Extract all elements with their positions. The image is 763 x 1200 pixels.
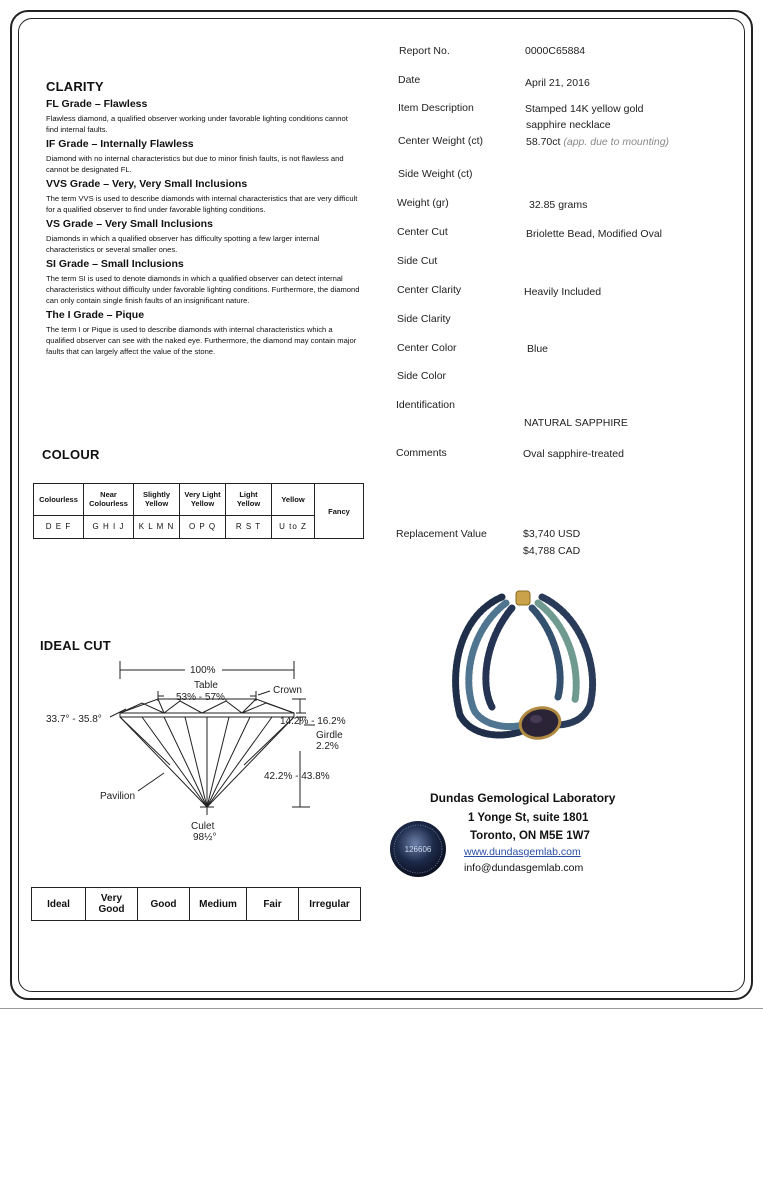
- table-range: 53% - 57%: [176, 692, 225, 703]
- grade-heading: SI Grade – Small Inclusions: [46, 258, 184, 270]
- cut-medium: Medium: [190, 888, 247, 921]
- label-side-cut: Side Cut: [397, 255, 438, 267]
- lab-name: Dundas Gemological Laboratory: [430, 791, 616, 805]
- label-side-weight: Side Weight (ct): [398, 168, 473, 180]
- clarity-title: CLARITY: [46, 79, 104, 94]
- value-replacement-cad: $4,788 CAD: [523, 545, 581, 557]
- value-date: April 21, 2016: [525, 77, 590, 89]
- girdle-label: Girdle: [316, 730, 343, 741]
- lab-email[interactable]: info@dundasgemlab.com: [464, 862, 584, 874]
- ideal-cut-title: IDEAL CUT: [40, 638, 111, 653]
- diamond-diagram: [30, 655, 370, 845]
- grade-text: Flawless diamond, a qualified observer working under favorable lighting conditions cannot find internal faults.: [46, 114, 348, 134]
- page-bottom-rule: [0, 1008, 763, 1009]
- culet-label: Culet: [191, 821, 215, 832]
- crown-height: 14.2% - 16.2%: [280, 716, 346, 727]
- center-weight-note: (app. due to mounting): [563, 136, 670, 148]
- cut-ideal: Ideal: [32, 888, 86, 921]
- value-identification: NATURAL SAPPHIRE: [524, 417, 628, 429]
- value-center-weight: [526, 136, 669, 148]
- label-center-cut: Center Cut: [397, 226, 448, 238]
- value-weight-gr: 32.85 grams: [529, 199, 588, 211]
- colour-code-ghij: G H I J: [84, 515, 134, 538]
- grade-heading: VS Grade – Very Small Inclusions: [46, 218, 213, 230]
- grade-si: [46, 258, 362, 306]
- value-replacement-usd: $3,740 USD: [523, 528, 581, 540]
- grade-text: Diamond with no internal characteristics but due to minor finish faults, is not flawless and cannot be designated FL.: [46, 154, 344, 174]
- grade-heading: IF Grade – Internally Flawless: [46, 138, 194, 150]
- value-comments: Oval sapphire-treated: [523, 448, 624, 460]
- grade-heading: The I Grade – Pique: [46, 309, 145, 321]
- culet-value: 98½°: [193, 832, 217, 843]
- grade-text: The term VVS is used to describe diamonds with internal characteristics that are very difficult for a qualified observer to find under favorable lighting conditions.: [46, 194, 358, 214]
- colour-colourless-label: Colourless: [34, 484, 84, 516]
- label-center-color: Center Color: [397, 342, 457, 354]
- grade-heading: FL Grade – Flawless: [46, 98, 148, 110]
- colour-code-def: D E F: [34, 515, 84, 538]
- label-side-clarity: Side Clarity: [397, 313, 451, 325]
- necklace-photo: [430, 575, 625, 770]
- colour-title: COLOUR: [42, 447, 100, 462]
- grade-fl: [46, 98, 362, 135]
- colour-very-light-yellow-label: Very Light Yellow: [180, 484, 226, 516]
- grade-vs: [46, 218, 362, 255]
- grade-text: The term SI is used to denote diamonds in which a qualified observer can detect internal characteristics without difficulty under favorable lighting conditions. Furthermore, the diamond can only contain single finish faults of an insignificant nature.: [46, 274, 360, 305]
- colour-code-opq: O P Q: [180, 515, 226, 538]
- grade-text: Diamonds in which a qualified observer has difficulty spotting a few larger internal characteristics or several smaller ones.: [46, 234, 320, 254]
- colour-slightly-yellow-label: Slightly Yellow: [134, 484, 180, 516]
- label-side-color: Side Color: [397, 370, 447, 382]
- oval-sapphire-icon: [517, 704, 562, 742]
- center-weight-value: 58.70ct: [526, 136, 561, 148]
- clarity-grades: [46, 98, 362, 360]
- label-replacement-value: Replacement Value: [396, 528, 487, 540]
- grade-i: [46, 309, 362, 357]
- lab-address-2: Toronto, ON M5E 1W7: [470, 830, 590, 842]
- crown-angle: 33.7° - 35.8°: [46, 714, 102, 725]
- seal-number: 126606: [404, 845, 432, 854]
- value-center-cut: Briolette Bead, Modified Oval: [526, 228, 662, 240]
- grade-if: [46, 138, 362, 175]
- pavilion-label: Pavilion: [100, 791, 136, 802]
- grade-vvs: [46, 178, 362, 215]
- grade-heading: VVS Grade – Very, Very Small Inclusions: [46, 178, 248, 190]
- colour-fancy-label: Fancy: [315, 484, 364, 539]
- crown-label: Crown: [273, 685, 302, 696]
- label-identification: Identification: [396, 399, 455, 411]
- pavilion-depth: 42.2% - 43.8%: [264, 771, 330, 782]
- girdle-value: 2.2%: [316, 741, 339, 752]
- colour-scale-table: [33, 483, 364, 539]
- colour-code-rst: R S T: [226, 515, 272, 538]
- colour-code-klmn: K L M N: [134, 515, 180, 538]
- label-center-clarity: Center Clarity: [397, 284, 462, 296]
- label-comments: Comments: [396, 447, 447, 459]
- cut-irregular: Irregular: [299, 888, 361, 921]
- value-item-description: Stamped 14K yellow gold: [525, 103, 644, 115]
- lab-website-link[interactable]: www.dundasgemlab.com: [464, 846, 581, 858]
- colour-light-yellow-label: Light Yellow: [226, 484, 272, 516]
- table-label: Table: [194, 680, 218, 691]
- width-label: 100%: [190, 665, 216, 676]
- colour-near-colourless-label: Near Colourless: [84, 484, 134, 516]
- cut-very-good: Very Good: [86, 888, 138, 921]
- cut-fair: Fair: [247, 888, 299, 921]
- label-center-weight: Center Weight (ct): [398, 135, 483, 147]
- value-item-description-2: sapphire necklace: [526, 119, 611, 131]
- value-center-clarity: Heavily Included: [524, 286, 602, 298]
- value-center-color: Blue: [527, 343, 549, 355]
- colour-code-utoz: U to Z: [272, 515, 315, 538]
- cut-grade-table: [31, 887, 361, 921]
- cut-good: Good: [138, 888, 190, 921]
- grade-text: The term I or Pique is used to describe diamonds with internal characteristics which a qualified observer can see with the naked eye. Furthermore, the diamond may contain major faults that can largely affect the value of the stone.: [46, 325, 357, 356]
- colour-yellow-label: Yellow: [272, 484, 315, 516]
- clasp-icon: [516, 591, 530, 605]
- hologram-seal-icon: [389, 820, 447, 878]
- label-report-no: Report No.: [399, 45, 450, 57]
- label-weight-gr: Weight (gr): [397, 197, 449, 209]
- label-date: Date: [398, 74, 421, 86]
- label-item-description: Item Description: [398, 102, 474, 114]
- lab-address-1: 1 Yonge St, suite 1801: [468, 812, 589, 824]
- value-report-no: 0000C65884: [525, 45, 586, 57]
